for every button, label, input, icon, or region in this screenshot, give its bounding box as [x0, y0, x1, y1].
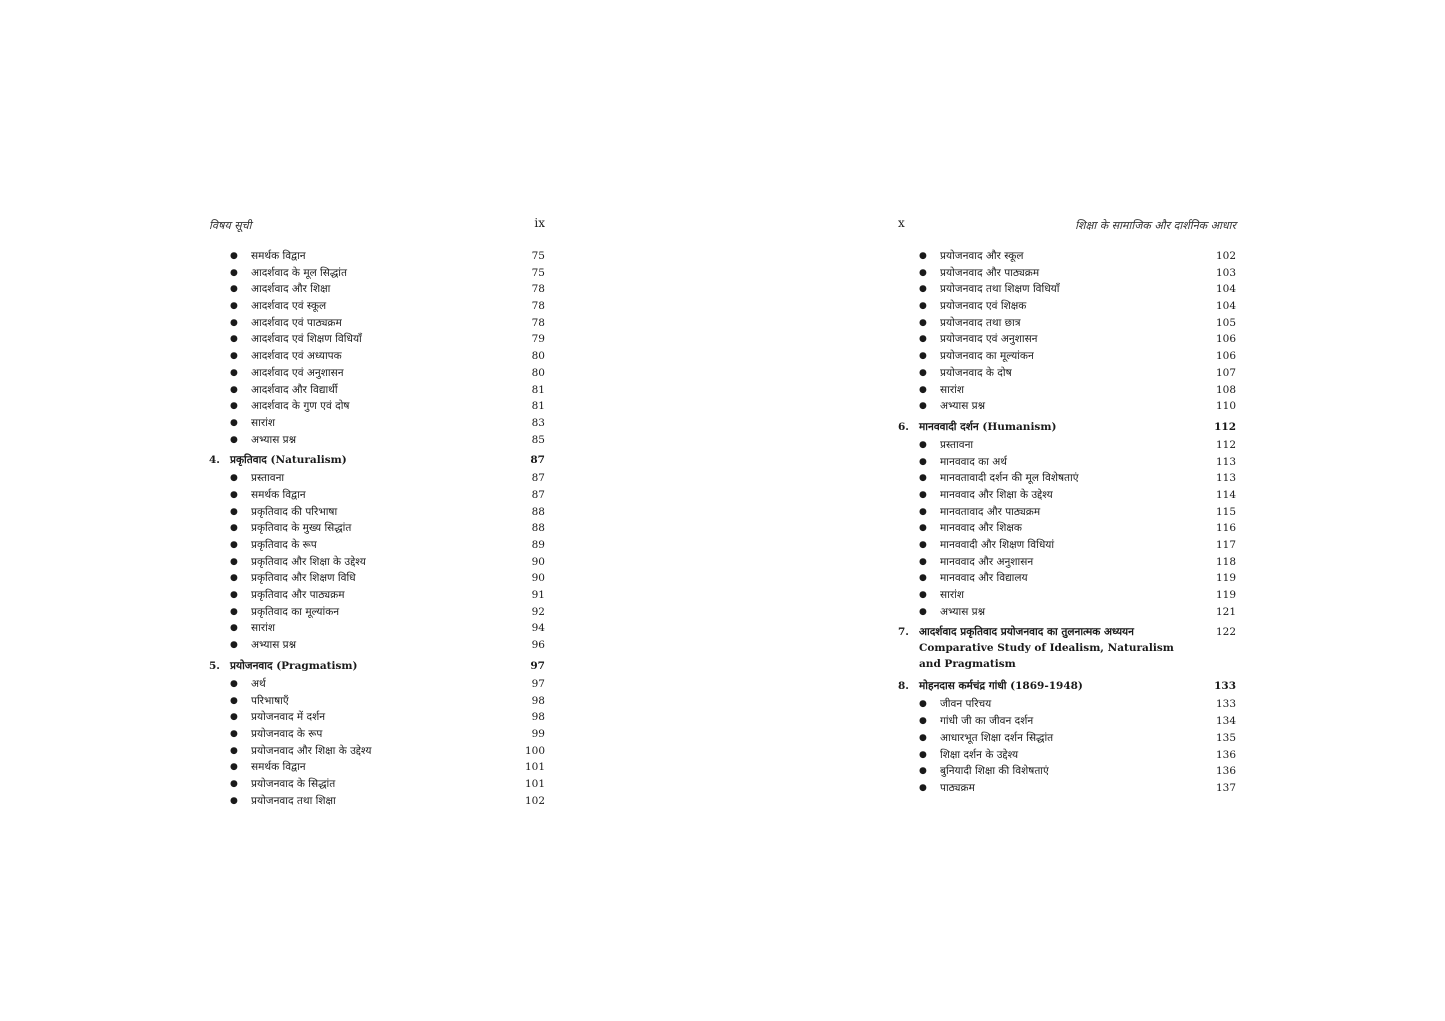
toc-entry-page-number: 98	[531, 694, 545, 707]
toc-entry-label: आदर्शवाद और विद्यार्थी	[251, 383, 338, 396]
toc-entry-page-number: 89	[531, 539, 545, 551]
bullet-icon: ●	[230, 334, 238, 345]
toc-entry[interactable]	[898, 437, 1236, 454]
bullet-icon: ●	[230, 301, 238, 312]
toc-entry[interactable]	[209, 587, 545, 604]
toc-entry-page-number: 133	[1215, 698, 1236, 711]
bullet-icon: ●	[919, 590, 927, 601]
toc-entry[interactable]	[898, 298, 1236, 315]
toc-entry-label: प्रकृतिवाद का मूल्यांकन	[251, 605, 340, 618]
toc-entry-label: अभ्यास प्रश्न	[940, 605, 986, 618]
toc-entry-label: परिभाषाएँ	[251, 694, 289, 707]
toc-entry-label: आदर्शवाद एवं पाठ्यक्रम	[251, 316, 342, 329]
toc-entry-page-number: 101	[524, 777, 545, 790]
toc-entry-page-number: 104	[1215, 283, 1236, 296]
bullet-icon: ●	[230, 540, 238, 550]
toc-entry[interactable]	[898, 520, 1236, 537]
toc-entry-page-number: 117	[1215, 539, 1236, 551]
bullet-icon: ●	[919, 301, 927, 312]
bullet-icon: ●	[919, 540, 927, 550]
toc-entry-page-number: 83	[531, 416, 545, 429]
bullet-icon: ●	[230, 434, 238, 445]
toc-entry-page-number: 108	[1215, 383, 1236, 396]
toc-entry[interactable]	[898, 570, 1236, 587]
toc-entry[interactable]	[898, 763, 1236, 780]
bullet-icon: ●	[919, 606, 927, 617]
toc-entry[interactable]	[209, 709, 545, 726]
bullet-icon: ●	[919, 367, 927, 378]
running-title: शिक्षा के सामाजिक और दार्शनिक आधार	[1075, 219, 1236, 232]
toc-entry-label: प्रयोजनवाद के दोष	[940, 366, 1012, 379]
toc-entry-page-number: 136	[1215, 748, 1236, 761]
toc-entry-label: मानवतावाद और पाठ्यक्रम	[940, 505, 1041, 518]
page-number: x	[898, 216, 905, 230]
chapter-title: मानववादी दर्शन (Humanism)	[919, 420, 1057, 433]
toc-entry-label: प्रकृतिवाद और पाठ्यक्रम	[251, 589, 345, 602]
toc-entry-page-number: 99	[531, 727, 545, 740]
toc-entry-label: अभ्यास प्रश्न	[251, 433, 297, 446]
toc-entry-label: प्रकृतिवाद के रूप	[251, 539, 317, 551]
toc-entry-page-number: 116	[1215, 522, 1236, 535]
toc-entry[interactable]	[209, 759, 545, 776]
toc-entry[interactable]	[898, 780, 1236, 797]
bullet-icon: ●	[230, 573, 238, 584]
toc-list	[898, 248, 1236, 797]
toc-entry-page-number: 88	[531, 505, 545, 518]
toc-entry-page-number: 78	[531, 283, 545, 296]
toc-entry-label: अर्थ	[251, 677, 266, 690]
toc-entry-page-number: 96	[531, 639, 545, 652]
bullet-icon: ●	[919, 573, 927, 584]
bullet-icon: ●	[230, 795, 238, 806]
toc-entry[interactable]	[209, 487, 545, 504]
toc-entry-page-number: 112	[1215, 438, 1236, 451]
toc-entry-label: समर्थक विद्वान	[251, 250, 306, 262]
toc-entry-label: मानववाद और विद्यालय	[940, 572, 1028, 585]
toc-entry-label: आदर्शवाद के गुण एवं दोष	[251, 400, 350, 413]
toc-entry-page-number: 97	[531, 677, 545, 690]
chapter-number: 4.	[209, 454, 220, 467]
chapter-page-number: 97	[530, 659, 545, 672]
bullet-icon: ●	[919, 749, 927, 760]
toc-entry-label: प्रकृतिवाद के मुख्य सिद्धांत	[251, 522, 352, 535]
toc-entry-page-number: 113	[1215, 472, 1236, 485]
toc-entry-label: प्रयोजनवाद एवं अनुशासन	[940, 333, 1038, 346]
toc-entry-label: मानववाद और शिक्षा के उद्देश्य	[940, 488, 1053, 501]
toc-entry[interactable]	[209, 365, 545, 382]
chapter-number: 6.	[898, 420, 909, 433]
bullet-icon: ●	[230, 251, 238, 261]
bullet-icon: ●	[919, 556, 927, 567]
toc-entry-label: प्रयोजनवाद तथा छात्र	[940, 316, 1021, 329]
toc-entry-page-number: 119	[1215, 589, 1236, 602]
toc-entry-page-number: 110	[1215, 400, 1236, 413]
toc-entry-label: शिक्षा दर्शन के उद्देश्य	[940, 748, 1019, 761]
toc-entry-page-number: 106	[1215, 333, 1236, 346]
toc-entry[interactable]	[209, 743, 545, 760]
toc-entry[interactable]	[898, 281, 1236, 298]
toc-entry-label: प्रकृतिवाद और शिक्षण विधि	[251, 572, 356, 585]
toc-entry[interactable]	[898, 713, 1236, 730]
running-head	[209, 214, 545, 236]
chapter-heading[interactable]	[898, 419, 1236, 437]
bullet-icon: ●	[919, 699, 927, 710]
toc-entry-label: प्रयोजनवाद के रूप	[251, 727, 323, 740]
toc-entry[interactable]	[898, 730, 1236, 747]
toc-entry-label: प्रयोजनवाद और पाठ्यक्रम	[940, 266, 1040, 279]
toc-entry[interactable]	[898, 470, 1236, 487]
toc-entry-label: प्रकृतिवाद और शिक्षा के उद्देश्य	[251, 555, 366, 568]
toc-entry[interactable]	[209, 248, 545, 265]
toc-entry[interactable]	[209, 620, 545, 637]
toc-entry-page-number: 113	[1215, 455, 1236, 468]
toc-entry-page-number: 118	[1215, 555, 1236, 568]
bullet-icon: ●	[230, 745, 238, 756]
toc-entry-label: प्रयोजनवाद और स्कूल	[940, 250, 1024, 262]
chapter-title: प्रकृतिवाद (Naturalism)	[230, 454, 347, 467]
bullet-icon: ●	[230, 367, 238, 378]
chapter-title: प्रयोजनवाद (Pragmatism)	[230, 659, 358, 672]
toc-entry-label: प्रयोजनवाद के सिद्धांत	[251, 777, 336, 790]
bullet-icon: ●	[230, 489, 238, 500]
bullet-icon: ●	[919, 523, 927, 534]
toc-entry-page-number: 79	[531, 333, 545, 346]
toc-list	[209, 248, 545, 809]
toc-entry-page-number: 78	[531, 300, 545, 313]
chapter-heading[interactable]	[898, 624, 1236, 674]
toc-entry[interactable]	[209, 693, 545, 710]
toc-entry[interactable]	[209, 604, 545, 621]
toc-entry-label: सारांश	[251, 622, 275, 635]
bullet-icon: ●	[919, 782, 927, 793]
toc-entry[interactable]	[898, 554, 1236, 571]
toc-entry-label: आदर्शवाद के मूल सिद्धांत	[251, 266, 347, 279]
bullet-icon: ●	[919, 317, 927, 328]
toc-entry-label: प्रयोजनवाद का मूल्यांकन	[940, 350, 1034, 363]
right-page	[898, 214, 1236, 797]
toc-entry[interactable]	[209, 398, 545, 415]
left-page	[209, 214, 545, 809]
chapter-number: 5.	[209, 659, 220, 672]
toc-entry[interactable]	[209, 298, 545, 315]
toc-entry-page-number: 135	[1215, 731, 1236, 744]
toc-entry-page-number: 103	[1215, 266, 1236, 279]
bullet-icon: ●	[230, 351, 238, 362]
toc-entry-page-number: 100	[524, 744, 545, 757]
toc-entry[interactable]	[209, 281, 545, 298]
bullet-icon: ●	[230, 506, 238, 517]
chapter-page-number: 112	[1214, 420, 1236, 433]
toc-entry-label: अभ्यास प्रश्न	[940, 400, 986, 413]
toc-entry-label: पाठ्यक्रम	[940, 781, 975, 794]
toc-entry-page-number: 88	[531, 522, 545, 535]
chapter-number: 7.	[898, 626, 909, 639]
bullet-icon: ●	[919, 267, 927, 278]
bullet-icon: ●	[919, 716, 927, 727]
bullet-icon: ●	[919, 334, 927, 345]
toc-entry[interactable]	[898, 537, 1236, 554]
toc-entry-page-number: 78	[531, 316, 545, 329]
toc-entry-label: सारांश	[251, 416, 275, 429]
toc-entry-page-number: 102	[524, 794, 545, 807]
toc-entry[interactable]	[898, 487, 1236, 504]
toc-entry-label: जीवन परिचय	[940, 698, 992, 711]
toc-entry-label: सारांश	[940, 383, 964, 396]
toc-entry-label: आदर्शवाद एवं शिक्षण विधियाँ	[251, 333, 362, 346]
toc-entry[interactable]	[209, 637, 545, 654]
bullet-icon: ●	[919, 732, 927, 743]
toc-entry[interactable]	[898, 747, 1236, 764]
toc-entry[interactable]	[209, 331, 545, 348]
toc-entry[interactable]	[209, 726, 545, 743]
bullet-icon: ●	[919, 384, 927, 395]
toc-entry-page-number: 92	[531, 605, 545, 618]
toc-entry-page-number: 104	[1215, 300, 1236, 313]
toc-entry-page-number: 101	[524, 761, 545, 774]
chapter-page-number: 133	[1214, 680, 1236, 693]
toc-entry-page-number: 90	[531, 555, 545, 568]
bullet-icon: ●	[230, 417, 238, 428]
bullet-icon: ●	[919, 284, 927, 295]
bullet-icon: ●	[230, 728, 238, 739]
toc-entry[interactable]	[209, 537, 545, 554]
toc-entry-label: आधारभूत शिक्षा दर्शन सिद्धांत	[940, 731, 1054, 744]
toc-entry[interactable]	[209, 415, 545, 432]
bullet-icon: ●	[230, 523, 238, 534]
bullet-icon: ●	[919, 439, 927, 450]
toc-entry[interactable]	[209, 382, 545, 399]
bullet-icon: ●	[230, 606, 238, 617]
toc-entry[interactable]	[209, 470, 545, 487]
bullet-icon: ●	[230, 267, 238, 278]
chapter-number: 8.	[898, 680, 909, 693]
toc-entry[interactable]	[209, 554, 545, 571]
bullet-icon: ●	[230, 640, 238, 651]
chapter-page-number: 122	[1215, 626, 1236, 639]
toc-entry-label: प्रयोजनवाद तथा शिक्षण विधियाँ	[940, 283, 1060, 296]
toc-entry-label: प्रयोजनवाद और शिक्षा के उद्देश्य	[251, 744, 372, 757]
toc-entry-page-number: 121	[1215, 605, 1236, 618]
toc-entry-label: आदर्शवाद एवं स्कूल	[251, 300, 327, 313]
toc-entry-page-number: 81	[531, 383, 545, 396]
bullet-icon: ●	[919, 401, 927, 412]
chapter-page-number: 87	[530, 454, 545, 467]
toc-entry-page-number: 114	[1215, 488, 1236, 501]
bullet-icon: ●	[230, 712, 238, 723]
toc-entry-page-number: 75	[531, 250, 545, 262]
toc-entry-page-number: 102	[1215, 250, 1236, 262]
toc-entry-page-number: 90	[531, 572, 545, 585]
toc-entry-label: मानववाद का अर्थ	[940, 455, 1007, 468]
toc-entry[interactable]	[898, 587, 1236, 604]
toc-entry[interactable]	[209, 504, 545, 521]
bullet-icon: ●	[919, 473, 927, 484]
bullet-icon: ●	[230, 778, 238, 789]
toc-entry-label: आदर्शवाद और शिक्षा	[251, 283, 331, 296]
toc-entry[interactable]	[898, 454, 1236, 471]
toc-entry-page-number: 137	[1215, 781, 1236, 794]
toc-entry-label: मानववाद और अनुशासन	[940, 555, 1034, 568]
bullet-icon: ●	[230, 762, 238, 773]
toc-entry[interactable]	[898, 315, 1236, 332]
toc-entry[interactable]	[898, 604, 1236, 621]
toc-entry-label: प्रयोजनवाद एवं शिक्षक	[940, 300, 1027, 313]
toc-entry-label: मानवतावादी दर्शन की मूल विशेषताएं	[940, 472, 1079, 485]
bullet-icon: ●	[919, 489, 927, 500]
toc-entry-page-number: 87	[531, 488, 545, 501]
bullet-icon: ●	[230, 284, 238, 295]
toc-entry[interactable]	[898, 504, 1236, 521]
bullet-icon: ●	[919, 506, 927, 517]
toc-entry-label: गांधी जी का जीवन दर्शन	[940, 715, 1034, 728]
toc-entry-label: सारांश	[940, 589, 964, 602]
toc-entry-page-number: 105	[1215, 316, 1236, 329]
toc-entry[interactable]	[209, 348, 545, 365]
bullet-icon: ●	[230, 590, 238, 601]
toc-entry-label: प्रयोजनवाद में दर्शन	[251, 711, 326, 724]
bullet-icon: ●	[919, 456, 927, 467]
bullet-icon: ●	[919, 351, 927, 362]
toc-entry-label: समर्थक विद्वान	[251, 761, 306, 774]
toc-entry[interactable]	[898, 265, 1236, 282]
toc-entry-page-number: 115	[1215, 505, 1236, 518]
toc-entry-page-number: 119	[1215, 572, 1236, 585]
toc-entry-page-number: 75	[531, 266, 545, 279]
toc-entry-page-number: 94	[531, 622, 545, 635]
chapter-heading[interactable]	[209, 658, 545, 676]
toc-entry-label: प्रकृतिवाद की परिभाषा	[251, 505, 338, 518]
bullet-icon: ●	[230, 401, 238, 412]
toc-entry[interactable]	[209, 676, 545, 693]
toc-entry[interactable]	[209, 315, 545, 332]
toc-entry[interactable]	[209, 776, 545, 793]
toc-entry-label: प्रस्तावना	[940, 438, 974, 451]
toc-entry[interactable]	[898, 248, 1236, 265]
toc-entry[interactable]	[898, 398, 1236, 415]
toc-entry-page-number: 98	[531, 711, 545, 724]
bullet-icon: ●	[230, 384, 238, 395]
chapter-title: आदर्शवाद प्रकृतिवाद प्रयोजनवाद का तुलनात्मक अध्ययन Comparative Study of Idealism, Naturalism and Pragmatism	[919, 626, 1174, 671]
page-number: ix	[534, 216, 545, 230]
running-title: विषय सूची	[209, 219, 252, 232]
toc-entry[interactable]	[209, 793, 545, 810]
toc-entry-label: अभ्यास प्रश्न	[251, 639, 297, 652]
toc-entry-page-number: 87	[531, 472, 545, 485]
toc-entry[interactable]	[898, 382, 1236, 399]
toc-entry-page-number: 107	[1215, 366, 1236, 379]
toc-entry-label: समर्थक विद्वान	[251, 488, 306, 501]
bullet-icon: ●	[230, 623, 238, 634]
toc-entry[interactable]	[898, 365, 1236, 382]
toc-entry[interactable]	[898, 348, 1236, 365]
toc-entry-page-number: 80	[531, 366, 545, 379]
bullet-icon: ●	[230, 695, 238, 706]
toc-entry[interactable]	[898, 696, 1236, 713]
toc-entry-label: मानववाद और शिक्षक	[940, 522, 1022, 535]
toc-entry-label: प्रयोजनवाद तथा शिक्षा	[251, 794, 336, 807]
toc-entry-page-number: 81	[531, 400, 545, 413]
toc-entry-page-number: 106	[1215, 350, 1236, 363]
toc-entry[interactable]	[209, 570, 545, 587]
toc-entry-page-number: 91	[531, 589, 545, 602]
toc-entry-page-number: 80	[531, 350, 545, 363]
chapter-title: मोहनदास कर्मचंद्र गांधी (1869-1948)	[919, 680, 1083, 693]
bullet-icon: ●	[919, 251, 927, 261]
toc-entry-label: मानववादी और शिक्षण विधियां	[940, 539, 1055, 551]
toc-entry-page-number: 85	[531, 433, 545, 446]
running-head	[898, 214, 1236, 236]
toc-entry-label: बुनियादी शिक्षा की विशेषताएं	[940, 765, 1049, 778]
chapter-heading[interactable]	[209, 452, 545, 470]
toc-entry-page-number: 134	[1215, 715, 1236, 728]
bullet-icon: ●	[230, 556, 238, 567]
toc-entry-label: प्रस्तावना	[251, 472, 285, 485]
toc-entry-label: आदर्शवाद एवं अध्यापक	[251, 350, 342, 363]
toc-entry-page-number: 136	[1215, 765, 1236, 778]
toc-entry[interactable]	[209, 432, 545, 449]
bullet-icon: ●	[230, 678, 238, 689]
toc-entry-label: आदर्शवाद एवं अनुशासन	[251, 366, 344, 379]
toc-entry[interactable]	[209, 265, 545, 282]
chapter-heading[interactable]	[898, 678, 1236, 696]
toc-entry[interactable]	[898, 331, 1236, 348]
bullet-icon: ●	[230, 317, 238, 328]
toc-entry[interactable]	[209, 520, 545, 537]
bullet-icon: ●	[230, 473, 238, 484]
bullet-icon: ●	[919, 766, 927, 777]
